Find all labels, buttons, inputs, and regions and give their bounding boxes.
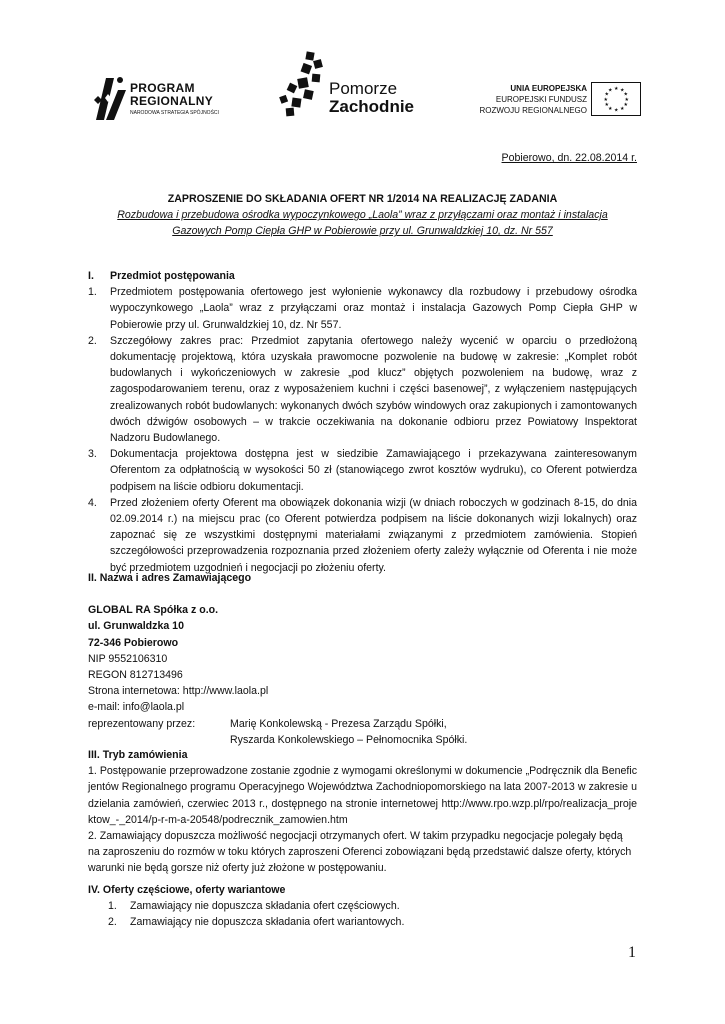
svg-text:★: ★ (624, 97, 629, 103)
section-3-paragraph-1: 1. Postępowanie przeprowadzone zostanie zgodnie z wymogami określonymi w dokumencie „Podręcznik dla Beneficjentów Regionalnego programu Operacyjnego Województwa Zachodniopomorskiego na lata 2007-2013 w zakresie udzielania zamówień, czerwiec 2013 r., dostępnego na stronie internetowej http://www.rpo.wzp.pl/rpo/realizacja_projektow_-_2014/p-r-m-a-20548/podrecznik_zamowien.htm (88, 765, 637, 826)
document-title-block (90, 191, 635, 240)
pomorze-logo-line2: Zachodnie (329, 97, 415, 116)
document-subtitle-line1: Rozbudowa i przebudowa ośrodka wypoczynkowego „Laola” wraz z przyłączami oraz montaż i instalacja (117, 209, 608, 222)
list-item-num: 1. (108, 900, 117, 913)
list-item-num: 4. (88, 496, 97, 509)
eu-logo-line3: ROZWOJU REGIONALNEGO (479, 106, 587, 115)
list-item-text: Przedmiotem postępowania ofertowego jest wyłonienie wykonawcy dla rozbudowy i przebudowy ośrodka wypoczynkowego „Laola” wraz z przyłączami oraz montaż i instalacja Gazowych Pomp Ciepła GHP w Pobierowie przy ul. Grunwaldzkiej 10, dz. Nr 557. (110, 286, 637, 331)
company-name: GLOBAL RA Spółka z o.o. (88, 604, 219, 617)
page-number: 1 (628, 944, 636, 961)
program-logo-line2: REGIONALNY (130, 94, 214, 108)
section-1-item (88, 495, 637, 576)
pomorze-logo-icon (276, 50, 326, 120)
section-1 (88, 268, 637, 576)
section-1-item (88, 333, 637, 446)
section-1-item (88, 284, 637, 333)
svg-text:★: ★ (608, 87, 613, 94)
document-subtitle-line2: Gazowych Pomp Ciepła GHP w Pobierowie przy ul. Grunwaldzkiej 10, dz. Nr 557 (172, 225, 553, 238)
list-item-num: 3. (88, 448, 97, 461)
section-1-heading-text: Przedmiot postępowania (110, 270, 235, 282)
company-email: e-mail: info@laola.pl (88, 701, 185, 714)
section-3-paragraph-2: 2. Zamawiający dopuszcza możliwość negocjacji otrzymanych ofert. W takim przypadku negocjacje polegały będą na zaproszeniu do rozmów w toku których zaproszeni Oferenci zobowiązani będą przedstawić dalsze oferty, których warunki nie będą gorsze niż oferty już złożone w postępowaniu. (88, 830, 632, 875)
section-3 (88, 747, 637, 877)
section-1-heading-num: I. (88, 270, 94, 282)
eu-flag-icon (591, 82, 641, 116)
list-item-num: 1. (88, 286, 97, 299)
company-nip: NIP 9552106310 (88, 652, 168, 665)
list-item-text: Zamawiający nie dopuszcza składania ofert wariantowych. (130, 916, 405, 929)
representative-2: Ryszarda Konkolewskiego – Pełnomocnika Spółki. (230, 733, 468, 746)
svg-text:★: ★ (620, 87, 625, 94)
eu-logo-line2: EUROPEJSKI FUNDUSZ (495, 95, 587, 104)
section-4-heading: IV. Oferty częściowe, oferty wariantowe (88, 884, 286, 896)
program-logo-line1: PROGRAM (130, 81, 195, 95)
company-regon: REGON 812713496 (88, 669, 183, 682)
representative-1: Marię Konkolewską - Prezesa Zarządu Spółki, (230, 717, 447, 730)
svg-text:★: ★ (623, 91, 628, 98)
svg-text:★: ★ (604, 102, 609, 108)
list-item-text: Przed złożeniem oferty Oferent ma obowiązek dokonania wizji (w dniach roboczych w godzinach 8-15, do dnia 02.09.2014 r.) na miejscu prac (co Oferent potwierdza podpisem na liście dokonanych wizji lokalnych) oraz zapoznać się ze wszystkimi dostępnymi materiałami związanymi z przedmiotem zamówienia. Stopień szczegółowości przeprowadzenia rozpoznania przed złożeniem oferty zależy wyłącznie od Oferenta i nie może być przedmiotem uzgodnień i negocjacji po złożeniu oferty. (110, 496, 637, 574)
svg-text:★: ★ (623, 102, 628, 108)
representative-label: reprezentowany przez: (88, 717, 196, 730)
date-line: Pobierowo, dn. 22.08.2014 r. (501, 152, 637, 164)
company-city: 72-346 Pobierowo (88, 636, 179, 649)
section-4-item (88, 914, 637, 930)
program-regionalny-logo (92, 72, 242, 124)
list-item-text: Zamawiający nie dopuszcza składania ofert częściowych. (130, 900, 400, 913)
svg-text:★: ★ (603, 97, 608, 103)
eu-logo-line1: UNIA EUROPEJSKA (510, 84, 587, 93)
section-3-heading: III. Tryb zamówienia (88, 749, 188, 761)
document-title: ZAPROSZENIE DO SKŁADANIA OFERT NR 1/2014 NA REALIZACJĘ ZADANIA (167, 193, 558, 205)
pomorze-logo-line1: Pomorze (329, 79, 398, 98)
eu-logo (465, 82, 641, 118)
company-street: ul. Grunwaldzka 10 (88, 620, 184, 633)
program-logo-line3: NARODOWA STRATEGIA SPÓJNOŚCI (130, 110, 219, 116)
section-1-heading (88, 268, 637, 284)
pomorze-zachodnie-logo (276, 50, 426, 126)
list-item-text: Dokumentacja projektowa dostępna jest w siedzibie Zamawiającego i przekazywana zainteresowanym Oferentom za odpłatnością w wysokości 50 zł (stanowiącego zwrot kosztów wydruku), co Oferent potwierdza podpisem na liście odbioru dokumentacji. (110, 448, 637, 493)
list-item-num: 2. (108, 916, 117, 929)
svg-text:★: ★ (614, 107, 619, 114)
svg-text:★: ★ (620, 106, 625, 112)
company-website: Strona internetowa: http://www.laola.pl (88, 685, 269, 698)
svg-text:★: ★ (614, 86, 619, 92)
program-logo-icon (92, 72, 128, 122)
section-4 (88, 882, 637, 931)
section-2 (88, 570, 637, 748)
section-4-item (88, 898, 637, 914)
list-item-num: 2. (88, 334, 97, 347)
section-2-heading: II. Nazwa i adres Zamawiającego (88, 572, 252, 584)
svg-text:★: ★ (604, 91, 609, 98)
section-1-item (88, 446, 637, 495)
list-item-text: Szczegółowy zakres prac: Przedmiot zapytania ofertowego należy wycenić w oparciu o przedłożoną dokumentację projektową, która uzyskała prawomocne pozwolenie na budowę w zakresie: „Komplet robót budowlanych i wykończeniowych w zakresie „pod klucz” objętych pozwoleniem na budowę, wraz z zagospodarowaniem terenu, oraz z wyposażeniem kuchni i części basenowej”, z wyłączeniem następujących zrealizowanych robót budowlanych: wykonanych dwóch szybów windowych oraz zakupionych i zamontowanych dwóch dźwigów osobowych – w trakcie oczekiwania na dokonanie odbioru przez Powiatowy Inspektorat Nadzoru Budowlanego. (110, 334, 637, 445)
svg-text:★: ★ (608, 106, 613, 112)
